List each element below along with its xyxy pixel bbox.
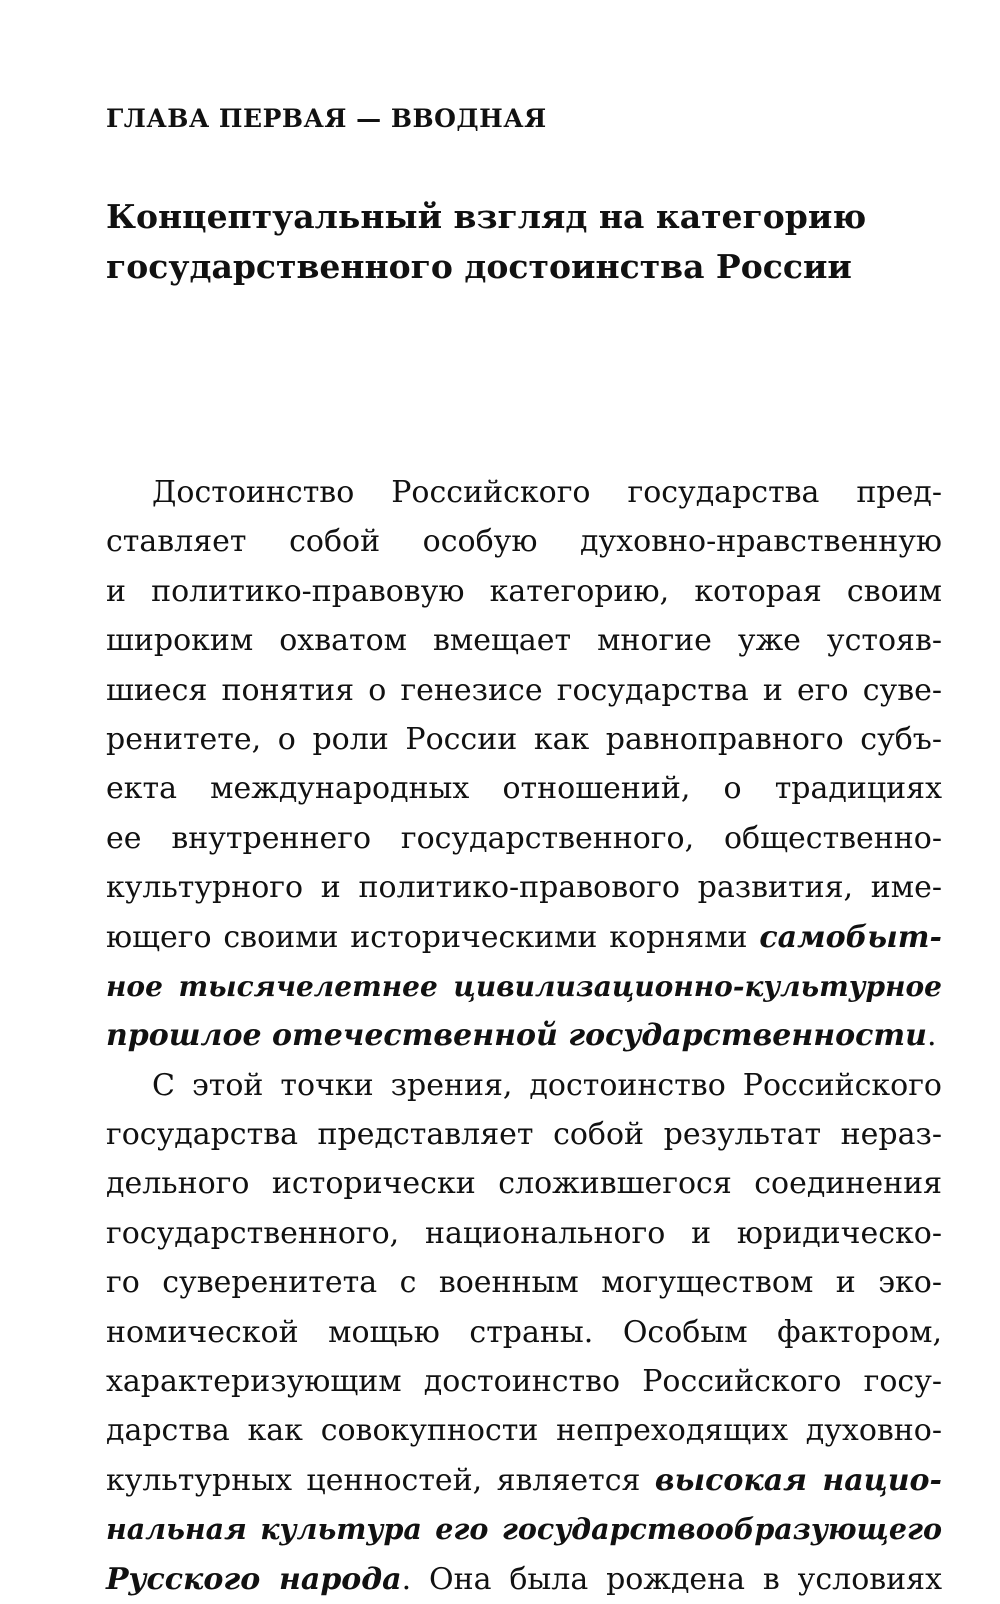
p1-emphasis-middle: ное тысячелетнее цивилизационно-культурное xyxy=(106,969,942,1003)
p1-emphasis-end: прошлое отечественной государственности xyxy=(106,1018,927,1054)
body-text xyxy=(106,468,942,1604)
p1-emphasis-start: самобыт- xyxy=(759,919,942,955)
p1-line-9: культурного и политико-правового развития, име- xyxy=(106,870,942,906)
chapter-title-line-1: Концептуальный взгляд на категорию xyxy=(106,197,867,236)
p1-line-8: ее внутреннего государственного, общественно- xyxy=(106,820,942,856)
p2-line-1: С этой точки зрения, достоинство Российского xyxy=(152,1067,942,1103)
p2-emphasis-end: Русского народа xyxy=(106,1561,402,1597)
p1-line-10-plain: ющего своими историческими корнями xyxy=(106,919,760,955)
p2-line-9 xyxy=(106,1456,942,1505)
p2-line-7: характеризующим достоинство Российского госу- xyxy=(106,1364,942,1400)
p2-line-4: государственного, национального и юридическо- xyxy=(106,1215,942,1251)
p2-line-9-plain: культурных ценностей, является xyxy=(106,1462,655,1498)
chapter-label: ГЛАВА ПЕРВАЯ — ВВОДНАЯ xyxy=(106,104,547,133)
chapter-title xyxy=(106,192,966,292)
p1-line-12-end: . xyxy=(926,1018,937,1054)
p2-line-11 xyxy=(106,1555,942,1604)
chapter-title-line-2: государственного достоинства России xyxy=(106,247,852,286)
p1-line-12 xyxy=(106,1011,942,1060)
p1-line-6: ренитете, о роли России как равноправного субъ- xyxy=(106,721,942,757)
p2-line-10 xyxy=(106,1505,942,1554)
p2-line-2: государства представляет собой результат нераз- xyxy=(106,1117,942,1153)
p1-line-10 xyxy=(106,913,942,962)
p2-line-3: дельного исторически сложившегося соединения xyxy=(106,1166,942,1202)
p1-line-1: Достоинство Российского государства пред- xyxy=(152,475,942,510)
p2-line-6: номической мощью страны. Особым фактором, xyxy=(106,1314,942,1350)
p2-line-8: дарства как совокупности непреходящих духовно- xyxy=(106,1413,942,1449)
p1-line-11 xyxy=(106,962,942,1011)
p1-line-3: и политико-правовую категорию, которая своим xyxy=(106,573,942,609)
p1-line-7: екта международных отношений, о традициях xyxy=(106,771,942,807)
p2-line-5: го суверенитета с военным могуществом и эко- xyxy=(106,1265,942,1301)
p1-line-4: широким охватом вмещает многие уже устояв- xyxy=(106,623,942,659)
p2-line-11-plain: . Она была рождена в условиях xyxy=(401,1561,942,1597)
p2-emphasis-middle: нальная культура его государствообразующего xyxy=(106,1512,942,1547)
p1-line-5: шиеся понятия о генезисе государства и его суве- xyxy=(106,672,942,708)
p1-line-2: ставляет собой особую духовно-нравственную xyxy=(106,524,942,560)
p2-emphasis-start: высокая нацио- xyxy=(654,1462,942,1498)
